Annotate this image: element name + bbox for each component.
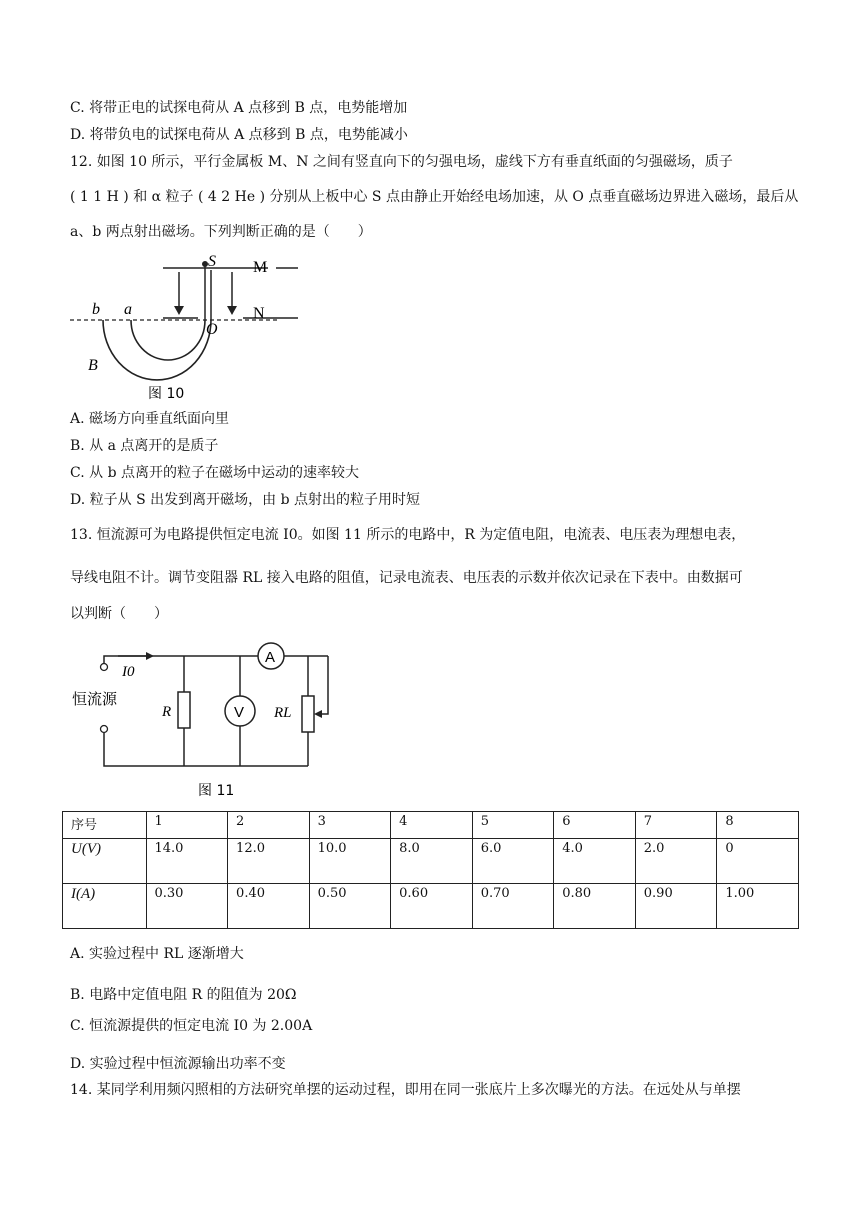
q12-option-b: B. 从 a 点离开的是质子 (70, 438, 219, 454)
figure-11 (68, 638, 348, 802)
label-r: R (162, 704, 172, 720)
table-cell: 0.30 (146, 884, 228, 929)
table-col-5: 5 (472, 812, 554, 839)
table-col-3: 3 (309, 812, 391, 839)
table-cell: 0.40 (228, 884, 310, 929)
label-m: M (253, 259, 268, 276)
q12-option-a: A. 磁场方向垂直纸面向里 (70, 411, 230, 427)
table-cell: 8.0 (391, 839, 473, 884)
table-row-current (63, 884, 799, 929)
figure-11-caption: 图 11 (198, 783, 235, 799)
q13-option-a: A. 实验过程中 RL 逐渐增大 (70, 946, 244, 962)
q11-option-d: D. 将带负电的试探电荷从 A 点移到 B 点，电势能减小 (70, 127, 408, 143)
q12-stem-line-2: ( 1 1 H ) 和 α 粒子 ( 4 2 He ) 分别从上板中心 S 点由静止开始经电场加速，从 O 点垂直磁场边界进入磁场，最后从 (70, 189, 799, 205)
figure-10-caption: 图 10 (148, 386, 185, 402)
table-cell: 4.0 (554, 839, 636, 884)
table-header-cell: 序号 (63, 812, 147, 839)
q12-stem-line-1: 12. 如图 10 所示，平行金属板 M、N 之间有竖直向下的匀强电场，虚线下方有垂直纸面的匀强磁场，质子 (70, 154, 733, 170)
q12-option-d: D. 粒子从 S 出发到离开磁场，由 b 点射出的粒子用时短 (70, 492, 420, 508)
q13-option-c: C. 恒流源提供的恒定电流 I0 为 2.00A (70, 1018, 313, 1034)
label-n: N (253, 305, 265, 322)
label-v: V (234, 704, 245, 721)
q13-stem-line-3: 以判断（ ） (70, 606, 168, 622)
table-row-voltage (63, 839, 799, 884)
q14-stem-line-1: 14. 某同学利用频闪照相的方法研究单摆的运动过程，即用在同一张底片上多次曝光的方法。在远处从与单摆 (70, 1082, 741, 1098)
label-field-b: B (88, 357, 98, 374)
q12-option-c: C. 从 b 点离开的粒子在磁场中运动的速率较大 (70, 465, 359, 481)
table-col-4: 4 (391, 812, 473, 839)
q11-option-c: C. 将带正电的试探电荷从 A 点移到 B 点，电势能增加 (70, 100, 408, 116)
label-b: b (92, 301, 100, 318)
q13-stem-line-2: 导线电阻不计。调节变阻器 RL 接入电路的阻值，记录电流表、电压表的示数并依次记录在下表中。由数据可 (70, 570, 743, 586)
label-source: 恒流源 (72, 690, 118, 708)
table-cell: 0.80 (554, 884, 636, 929)
table-cell: 0 (717, 839, 799, 884)
table-cell: 14.0 (146, 839, 228, 884)
figure-10 (68, 250, 300, 410)
q13-data-table (62, 811, 799, 929)
row-label-u: U(V) (63, 839, 147, 884)
table-cell: 0.60 (391, 884, 473, 929)
table-col-2: 2 (228, 812, 310, 839)
q13-option-d: D. 实验过程中恒流源输出功率不变 (70, 1056, 286, 1072)
label-s: S (208, 253, 216, 270)
table-col-7: 7 (635, 812, 717, 839)
label-a: a (124, 301, 132, 318)
label-o: O (206, 321, 218, 338)
row-label-i: I(A) (63, 884, 147, 929)
label-i0: I0 (122, 664, 135, 680)
label-a-meter: A (265, 649, 276, 666)
table-col-6: 6 (554, 812, 636, 839)
table-col-1: 1 (146, 812, 228, 839)
table-cell: 0.70 (472, 884, 554, 929)
table-col-8: 8 (717, 812, 799, 839)
q13-stem-line-1: 13. 恒流源可为电路提供恒定电流 I0。如图 11 所示的电路中，R 为定值电阻，电流表、电压表为理想电表， (70, 527, 746, 543)
table-cell: 1.00 (717, 884, 799, 929)
table-cell: 2.0 (635, 839, 717, 884)
q12-stem-line-3: a、b 两点射出磁场。下列判断正确的是（ ） (70, 224, 372, 240)
table-header-row (63, 812, 799, 839)
table-cell: 6.0 (472, 839, 554, 884)
label-rl: RL (274, 705, 292, 721)
table-cell: 0.50 (309, 884, 391, 929)
table-cell: 12.0 (228, 839, 310, 884)
table-cell: 0.90 (635, 884, 717, 929)
q13-option-b: B. 电路中定值电阻 R 的阻值为 20Ω (70, 987, 297, 1003)
table-cell: 10.0 (309, 839, 391, 884)
